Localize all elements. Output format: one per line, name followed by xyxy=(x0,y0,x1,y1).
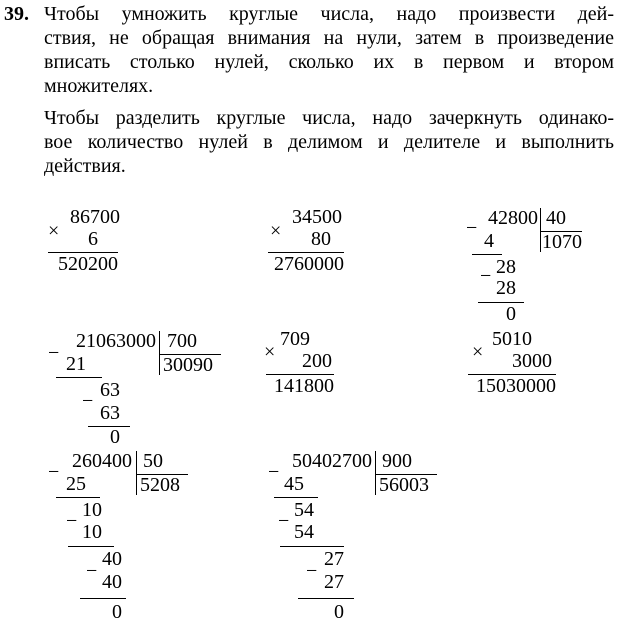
remainder: 0 xyxy=(112,601,122,623)
remainder: 0 xyxy=(506,303,516,325)
divisor: 900 xyxy=(382,450,412,472)
step: 27 xyxy=(324,548,344,570)
factor-b: 6 xyxy=(88,228,98,250)
step: 21 xyxy=(66,353,86,375)
step: 28 xyxy=(496,256,516,278)
division-bar xyxy=(136,451,137,495)
text-line: множителях. xyxy=(44,75,154,97)
minus-sign: − xyxy=(82,390,94,412)
dividend: 42800 xyxy=(488,207,538,229)
remainder: 0 xyxy=(110,426,120,448)
text-line: вое количество нулей в делимом и делителе и выполнить xyxy=(44,131,614,153)
step-line xyxy=(280,546,344,547)
factor-b: 80 xyxy=(311,228,331,250)
step: 27 xyxy=(324,571,344,593)
step: 10 xyxy=(82,521,102,543)
product: 141800 xyxy=(274,375,334,397)
dividend: 50402700 xyxy=(292,450,372,472)
minus-sign: − xyxy=(306,560,318,582)
minus-sign: − xyxy=(86,560,98,582)
step: 4 xyxy=(484,230,494,252)
quotient: 30090 xyxy=(163,354,213,376)
problem-number: 39. xyxy=(4,3,29,25)
factor-a: 709 xyxy=(280,328,310,350)
factor-a: 34500 xyxy=(292,206,342,228)
step: 63 xyxy=(100,379,120,401)
factor-b: 200 xyxy=(302,350,332,372)
step-line xyxy=(478,302,524,303)
quotient: 5208 xyxy=(140,474,180,496)
step: 10 xyxy=(82,499,102,521)
division-bar xyxy=(375,451,376,495)
remainder: 0 xyxy=(334,601,344,623)
step-line xyxy=(68,546,114,547)
dividend: 21063000 xyxy=(76,330,156,352)
step: 25 xyxy=(66,473,86,495)
step: 45 xyxy=(284,473,304,495)
minus-sign: − xyxy=(268,461,280,483)
step-line xyxy=(80,598,126,599)
step: 40 xyxy=(102,571,122,593)
factor-a: 5010 xyxy=(492,328,532,350)
divisor: 50 xyxy=(143,450,163,472)
step-line xyxy=(472,254,502,255)
step-line xyxy=(298,598,354,599)
divisor: 40 xyxy=(546,207,566,229)
product: 2760000 xyxy=(274,253,344,275)
step: 40 xyxy=(102,548,122,570)
multiply-sign: × xyxy=(270,220,282,242)
minus-sign: − xyxy=(466,217,478,239)
step-line xyxy=(56,377,102,378)
step: 54 xyxy=(294,499,314,521)
multiply-sign: × xyxy=(48,220,60,242)
factor-b: 3000 xyxy=(512,350,552,372)
divisor: 700 xyxy=(167,330,197,352)
product: 15030000 xyxy=(476,375,556,397)
minus-sign: − xyxy=(48,342,60,364)
text-line: Чтобы разделить круглые числа, надо зачеркнуть одинако- xyxy=(44,107,614,129)
factor-a: 86700 xyxy=(70,206,120,228)
product: 520200 xyxy=(58,253,118,275)
minus-sign: − xyxy=(480,265,492,287)
text-line: Чтобы умножить круглые числа, надо произвести дей- xyxy=(44,3,614,25)
step: 54 xyxy=(294,521,314,543)
minus-sign: − xyxy=(48,461,60,483)
multiply-sign: × xyxy=(264,341,276,363)
step-line xyxy=(56,497,100,498)
minus-sign: − xyxy=(66,510,78,532)
quotient: 1070 xyxy=(542,231,582,253)
step-line xyxy=(274,497,318,498)
step: 63 xyxy=(100,402,120,424)
multiply-sign: × xyxy=(472,341,484,363)
quotient: 56003 xyxy=(379,474,429,496)
dividend: 260400 xyxy=(72,450,132,472)
text-line: ствия, не обращая внимания на нули, затем в произведение xyxy=(44,27,614,49)
division-bar xyxy=(540,208,541,252)
division-bar xyxy=(159,331,160,375)
text-line: вписать столько нулей, сколько их в первом и втором xyxy=(44,51,614,73)
minus-sign: − xyxy=(278,510,290,532)
text-line: действия. xyxy=(44,155,126,177)
step: 28 xyxy=(496,277,516,299)
